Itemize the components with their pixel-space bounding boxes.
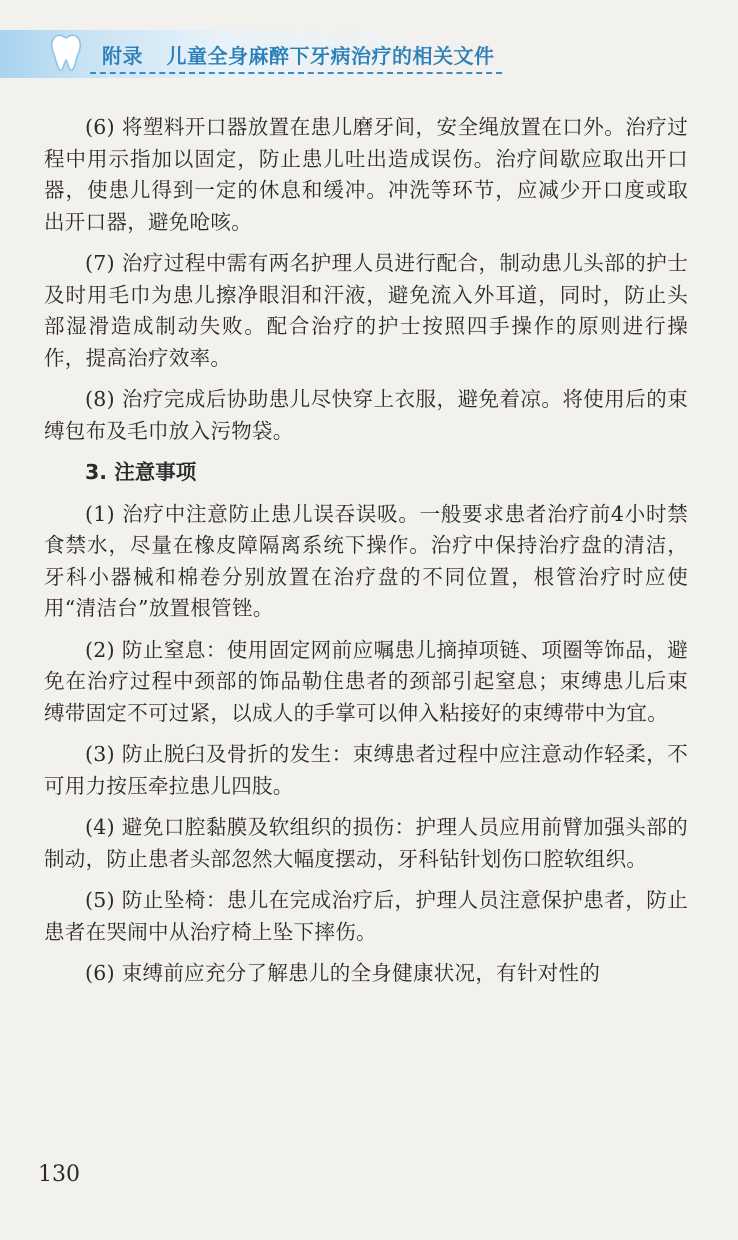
paragraph-7: (7) 治疗过程中需有两名护理人员进行配合，制动患儿头部的护士及时用毛巾为患儿擦净眼泪和汗液，避免流入外耳道，同时，防止头部湿滑造成制动失败。配合治疗的护士按照四手操作的原则进行操作，提高治疗效率。: [44, 251, 688, 370]
header-dashed-rule: [90, 72, 502, 74]
header-label: 附录: [102, 44, 143, 68]
header-title: 儿童全身麻醉下牙病治疗的相关文件: [166, 44, 495, 68]
body-text: [44, 112, 688, 1000]
paragraph-8: (8) 治疗完成后协助患儿尽快穿上衣服，避免着凉。将使用后的束缚包布及毛巾放入污物袋。: [44, 387, 688, 443]
note-5: (5) 防止坠椅：患儿在完成治疗后，护理人员注意保护患者，防止患者在哭闹中从治疗椅上坠下摔伤。: [44, 888, 688, 944]
note-4: (4) 避免口腔黏膜及软组织的损伤：护理人员应用前臂加强头部的制动，防止患者头部忽然大幅度摆动，牙科钻针划伤口腔软组织。: [44, 815, 688, 871]
running-header: [102, 40, 494, 69]
paragraph-6: (6) 将塑料开口器放置在患儿磨牙间，安全绳放置在口外。治疗过程中用示指加以固定，防止患儿吐出造成误伤。治疗间歇应取出开口器，使患儿得到一定的休息和缓冲。冲洗等环节，应减少开口度或取出开口器，避免呛咳。: [44, 115, 688, 234]
page-number: 130: [38, 1162, 80, 1187]
section-heading: 3. 注意事项: [85, 460, 197, 484]
note-1: (1) 治疗中注意防止患儿误吞误吸。一般要求患者治疗前4小时禁食禁水，尽量在橡皮障隔离系统下操作。治疗中保持治疗盘的清洁，牙科小器械和棉卷分别放置在治疗盘的不同位置，根管治疗时应使用“清洁台”放置根管锉。: [44, 501, 688, 620]
note-6: (6) 束缚前应充分了解患儿的全身健康状况，有针对性的: [85, 961, 601, 985]
note-2: (2) 防止窒息：使用固定网前应嘱患儿摘掉项链、项圈等饰品，避免在治疗过程中颈部的饰品勒住患者的颈部引起窒息；束缚患儿后束缚带固定不可过紧，以成人的手掌可以伸入粘接好的束缚带中为宜。: [44, 637, 688, 725]
tooth-icon: [44, 30, 88, 74]
note-3: (3) 防止脱臼及骨折的发生：束缚患者过程中应注意动作轻柔，不可用力按压牵拉患儿四肢。: [44, 742, 688, 798]
